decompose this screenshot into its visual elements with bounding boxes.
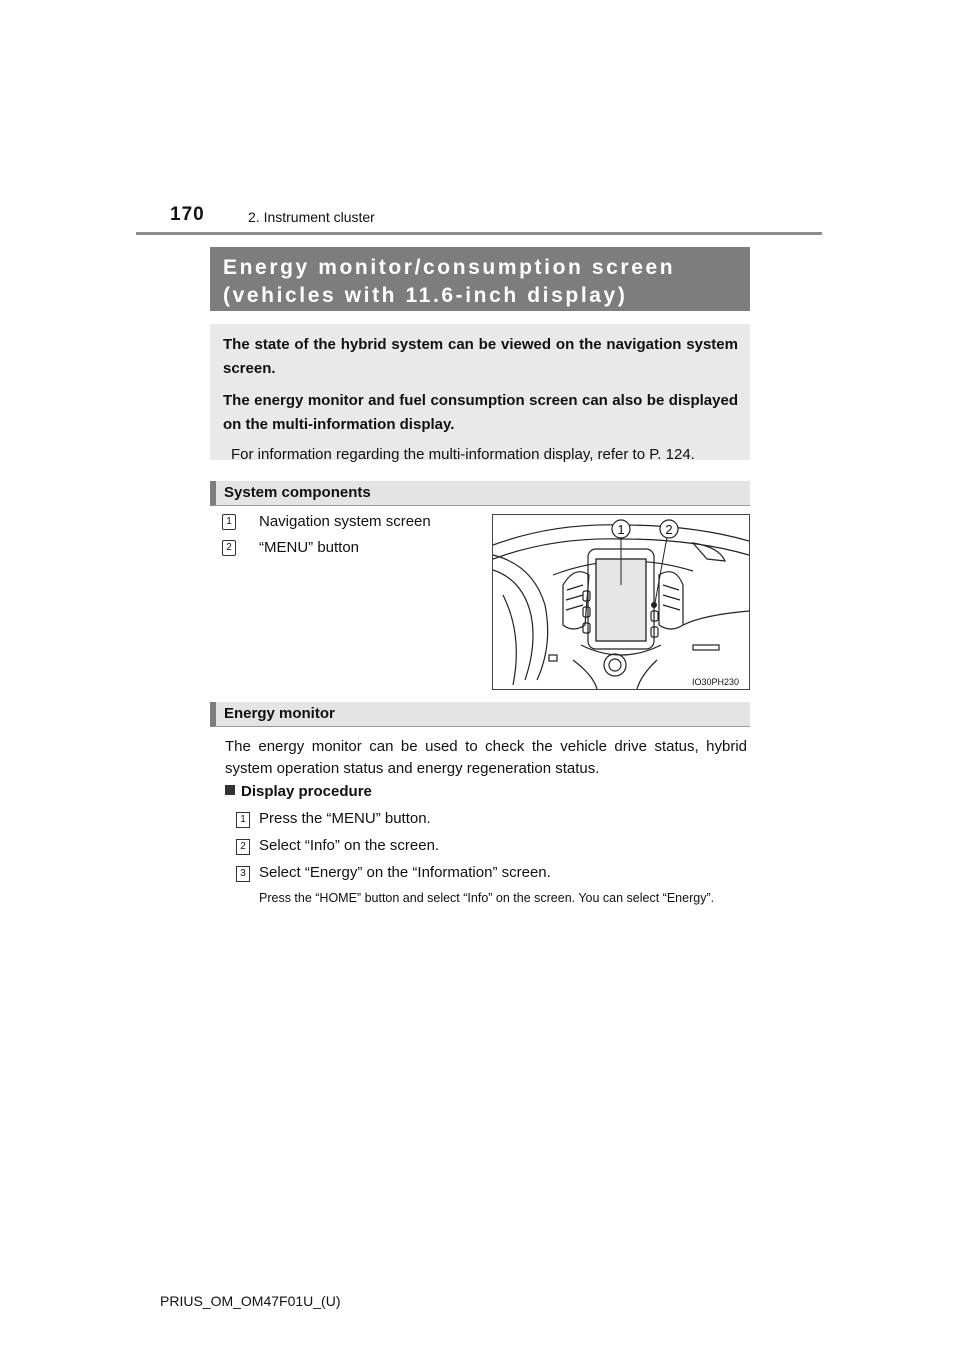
page-number: 170 bbox=[170, 204, 205, 225]
component-number-1: 1 bbox=[222, 514, 236, 530]
header-divider bbox=[136, 232, 822, 235]
step-text-1: Press the “MENU” button. bbox=[259, 810, 431, 827]
component-label-1: Navigation system screen bbox=[259, 513, 431, 530]
intro-paragraph-1: The state of the hybrid system can be viewed on the navigation system screen. bbox=[223, 336, 738, 377]
step-text-2: Select “Info” on the screen. bbox=[259, 837, 440, 854]
figure-code: IO30PH230 bbox=[691, 677, 739, 687]
component-number-2: 2 bbox=[222, 540, 236, 556]
document-code: PRIUS_OM_OM47F01U_(U) bbox=[160, 1293, 341, 1309]
step-number-1: 1 bbox=[236, 812, 250, 828]
display-procedure-label: Display procedure bbox=[241, 783, 372, 800]
procedure-hint: Press the “HOME” button and select “Info” on the screen. You can select “Energy”. bbox=[259, 891, 715, 905]
page-title bbox=[210, 247, 750, 311]
intro-note: For information regarding the multi-information display, refer to P. 124. bbox=[231, 446, 695, 463]
intro-box bbox=[210, 324, 750, 463]
step-number-2: 2 bbox=[236, 839, 250, 855]
intro-paragraph-2: The energy monitor and fuel consumption screen can also be displayed on the multi-information display. bbox=[223, 392, 738, 433]
callout-2-label: 2 bbox=[665, 522, 673, 537]
dashboard-drawing bbox=[493, 515, 749, 689]
page-title-line-1: Energy monitor/consumption screen bbox=[223, 256, 676, 279]
system-components-heading: System components bbox=[210, 481, 750, 506]
step-number-3: 3 bbox=[236, 866, 250, 882]
bullet-square-icon bbox=[225, 785, 235, 795]
display-procedure-heading bbox=[225, 783, 372, 800]
dashboard-illustration bbox=[492, 514, 750, 690]
component-label-2: “MENU” button bbox=[259, 539, 360, 556]
section-title: 2. Instrument cluster bbox=[248, 209, 375, 225]
energy-monitor-heading: Energy monitor bbox=[210, 702, 750, 727]
step-text-3: Select “Energy” on the “Information” screen. bbox=[259, 864, 551, 881]
page-title-line-2: (vehicles with 11.6-inch display) bbox=[223, 284, 628, 307]
callout-1-label: 1 bbox=[617, 522, 625, 537]
energy-monitor-description: The energy monitor can be used to check the vehicle drive status, hybrid system operation status and energy regeneration status. bbox=[225, 738, 747, 777]
